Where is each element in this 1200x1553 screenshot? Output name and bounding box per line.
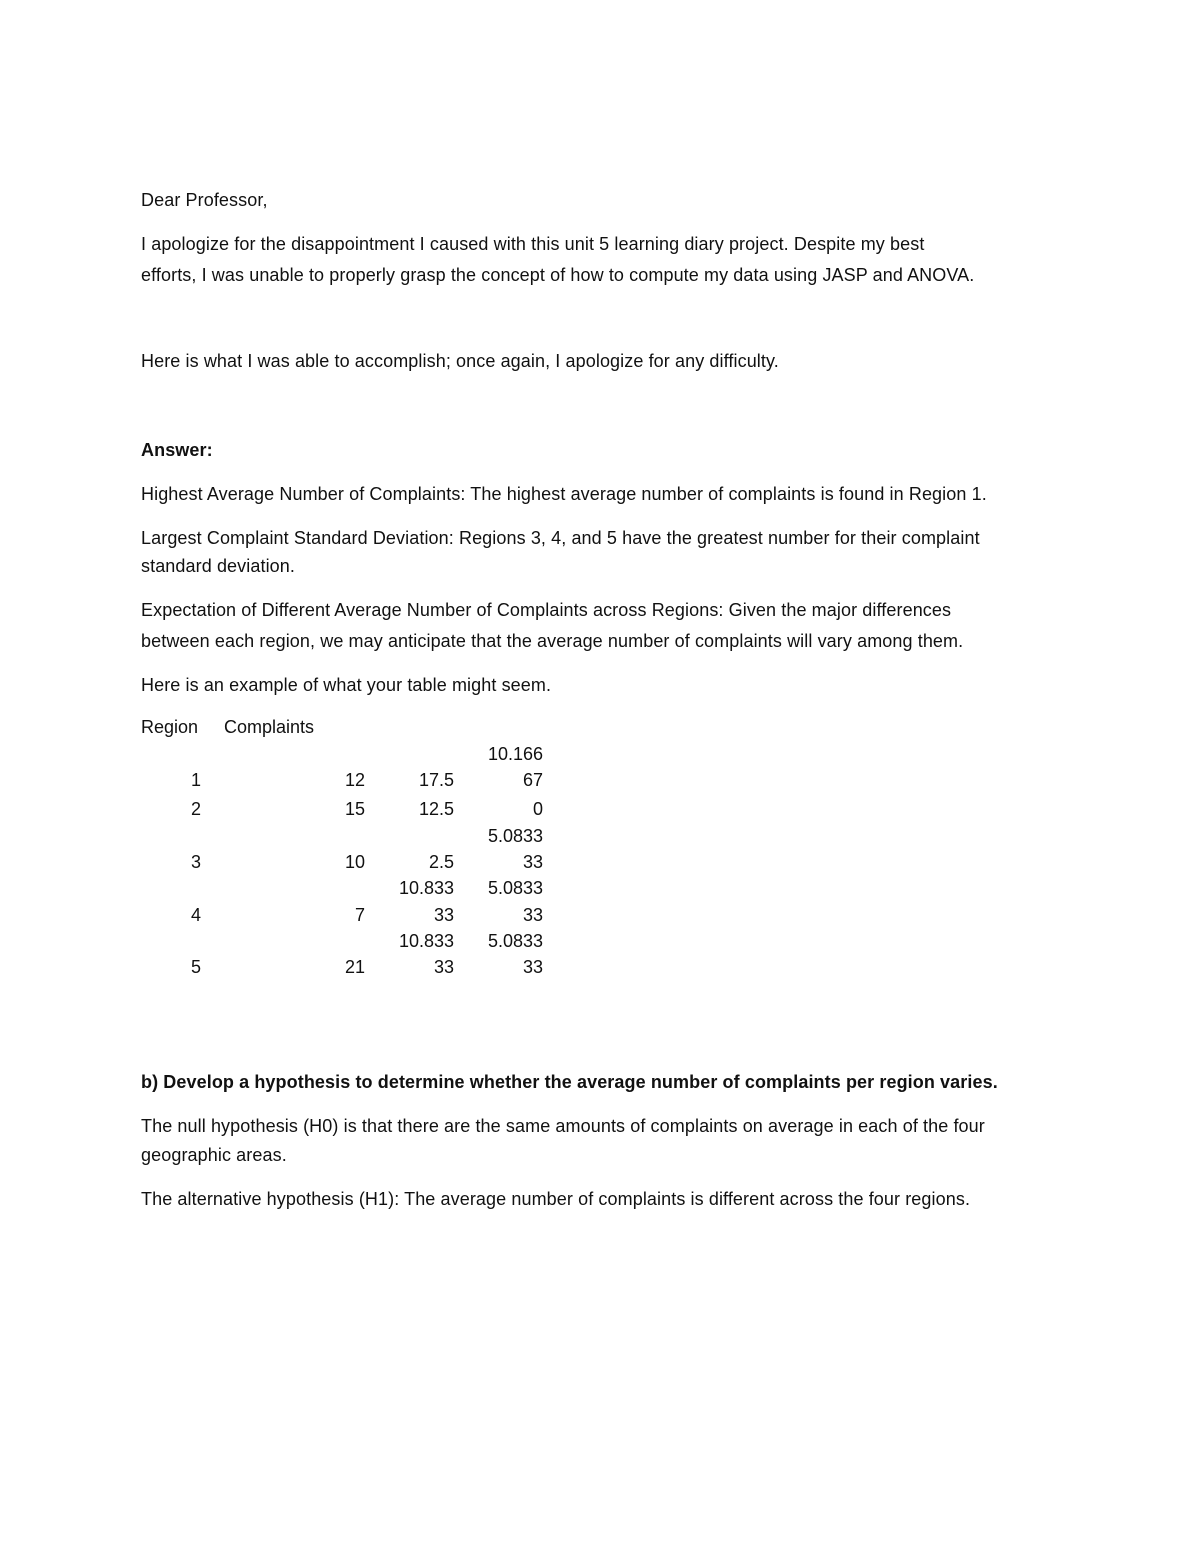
table-cell: 10.166 <box>487 744 543 764</box>
table-cell: 7 <box>354 905 365 925</box>
part-b-heading: b) Develop a hypothesis to determine whether the average number of complaints per region varies. <box>141 1072 998 1092</box>
table-intro: Here is an example of what your table might seem. <box>141 675 552 695</box>
table-cell: 12 <box>344 770 365 790</box>
null-hypothesis-line-1: The null hypothesis (H0) is that there are the same amounts of complaints on average in each of the four <box>141 1116 985 1136</box>
table-cell: 5.0833 <box>487 826 543 846</box>
answer-largest-sd-line-1: Largest Complaint Standard Deviation: Regions 3, 4, and 5 have the greatest number for their complaint <box>141 528 980 548</box>
table-cell: 2.5 <box>428 852 454 872</box>
table-cell-region: 3 <box>190 852 201 872</box>
table-cell: 21 <box>344 957 365 977</box>
table-cell: 10.833 <box>398 878 454 898</box>
answer-highest-average: Highest Average Number of Complaints: The highest average number of complaints is found in Region 1. <box>141 484 987 504</box>
table-cell: 5.0833 <box>487 931 543 951</box>
table-cell: 33 <box>522 905 543 925</box>
table-cell: 33 <box>433 905 454 925</box>
table-cell-region: 4 <box>190 905 201 925</box>
null-hypothesis-line-2: geographic areas. <box>141 1145 287 1165</box>
table-cell: 33 <box>522 852 543 872</box>
table-cell-region: 1 <box>190 770 201 790</box>
table-cell-region: 5 <box>190 957 201 977</box>
table-cell: 17.5 <box>418 770 454 790</box>
table-cell-region: 2 <box>190 799 201 819</box>
answer-heading: Answer: <box>141 440 213 460</box>
answer-expectation-line-2: between each region, we may anticipate that the average number of complaints will vary among them. <box>141 631 964 651</box>
table-cell: 33 <box>522 957 543 977</box>
salutation: Dear Professor, <box>141 190 268 210</box>
paragraph-accomplished: Here is what I was able to accomplish; once again, I apologize for any difficulty. <box>141 351 779 371</box>
answer-expectation-line-1: Expectation of Different Average Number of Complaints across Regions: Given the major differences <box>141 600 952 620</box>
answer-largest-sd-line-2: standard deviation. <box>141 556 296 576</box>
alternative-hypothesis: The alternative hypothesis (H1): The average number of complaints is different across the four regions. <box>141 1189 971 1209</box>
paragraph-apology-line-1: I apologize for the disappointment I caused with this unit 5 learning diary project. Despite my best <box>141 234 925 254</box>
table-cell: 10 <box>344 852 365 872</box>
table-cell: 10.833 <box>398 931 454 951</box>
table-cell: 0 <box>532 799 543 819</box>
table-header-complaints: Complaints <box>224 717 315 737</box>
table-header-region: Region <box>141 717 199 737</box>
table-cell: 15 <box>344 799 365 819</box>
table-cell: 33 <box>433 957 454 977</box>
paragraph-apology-line-2: efforts, I was unable to properly grasp the concept of how to compute my data using JASP and ANOVA. <box>141 265 975 285</box>
table-cell: 12.5 <box>418 799 454 819</box>
table-cell: 5.0833 <box>487 878 543 898</box>
table-cell: 67 <box>522 770 543 790</box>
